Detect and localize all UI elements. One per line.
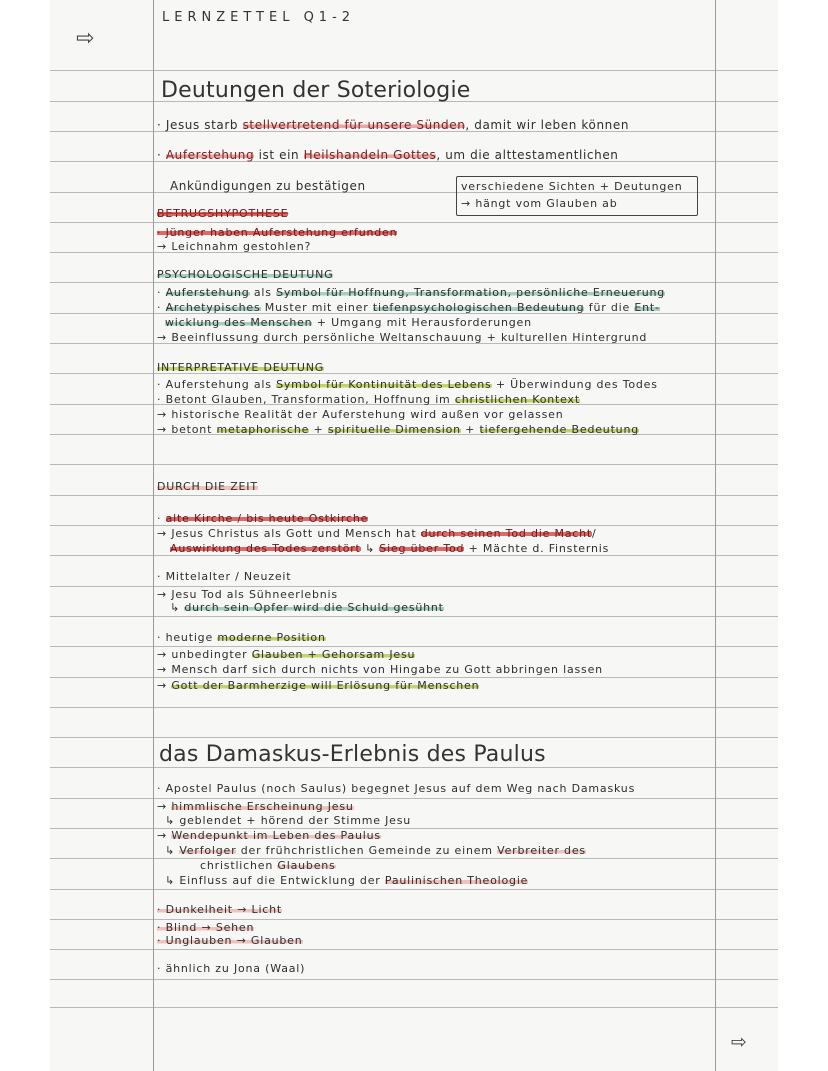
alte-kirche-line3: Auswirkung des Todes zerstört ↳ Sieg über Tod + Mächte d. Finsternis xyxy=(170,542,610,555)
contrast-2: · Blind → Sehen xyxy=(157,921,255,934)
bullet-heilshandeln: · Auferstehung ist ein Heilshandeln Gottes, um die alttestamentlichen xyxy=(157,148,619,162)
ruled-line xyxy=(50,798,778,799)
ruled-line xyxy=(50,677,778,678)
heutige-line2: → unbedingter Glauben + Gehorsam Jesu xyxy=(157,648,416,661)
mittelalter-line2: → Jesu Tod als Sühneerlebnis xyxy=(157,588,338,601)
alte-kirche-line1: · alte Kirche / bis heute Ostkirche xyxy=(157,512,369,525)
note-box-line1: verschiedene Sichten + Deutungen xyxy=(461,180,683,193)
ruled-line xyxy=(50,1007,778,1008)
ruled-line xyxy=(50,949,778,950)
damaskus-line7: ↳ Einfluss auf die Entwicklung der Paulinischen Theologie xyxy=(165,874,529,887)
psych-line1: · Auferstehung als Symbol für Hoffnung, Transformation, persönliche Erneuerung xyxy=(157,286,666,299)
interp-heading: INTERPRETATIVE DEUTUNG xyxy=(157,361,325,374)
interp-line3: → historische Realität der Auferstehung wird außen vor gelassen xyxy=(157,408,564,421)
ruled-line xyxy=(50,464,778,465)
alte-kirche-line2: → Jesus Christus als Gott und Mensch hat durch seinen Tod die Macht/ xyxy=(157,527,597,540)
section-title-damaskus: das Damaskus-Erlebnis des Paulus xyxy=(159,742,546,767)
damaskus-line5: ↳ Verfolger der frühchristlichen Gemeinde zu einem Verbreiter des xyxy=(165,844,586,857)
next-page-arrow-icon[interactable]: ⇨ xyxy=(731,1031,747,1053)
ruled-line xyxy=(50,919,778,920)
betrug-line1: · Jünger haben Auferstehung erfunden xyxy=(157,226,398,239)
section-title-soteriologie: Deutungen der Soteriologie xyxy=(161,78,471,103)
psych-heading: PSYCHOLOGISCHE DEUTUNG xyxy=(157,268,334,281)
heutige-line3: → Mensch darf sich durch nichts von Hingabe zu Gott abbringen lassen xyxy=(157,663,603,676)
interp-line1: · Auferstehung als Symbol für Kontinuität des Lebens + Überwindung des Todes xyxy=(157,378,658,391)
ruled-line xyxy=(50,737,778,738)
ruled-line xyxy=(50,889,778,890)
damaskus-line6: christlichen Glaubens xyxy=(200,859,336,872)
right-margin-line xyxy=(715,0,716,1071)
note-box-line2: → hängt vom Glauben ab xyxy=(461,197,618,210)
jona-line: · ähnlich zu Jona (Waal) xyxy=(157,962,306,975)
psych-line3: wicklung des Menschen + Umgang mit Herausforderungen xyxy=(165,316,532,329)
ruled-line xyxy=(50,282,778,283)
heutige-line4: → Gott der Barmherzige will Erlösung für Menschen xyxy=(157,679,480,692)
ruled-line xyxy=(50,222,778,223)
psych-line2: · Archetypisches Muster mit einer tiefenpsychologischen Bedeutung für die Ent- xyxy=(157,301,660,314)
durch-die-zeit-heading: DURCH DIE ZEIT xyxy=(157,480,258,493)
ruled-line xyxy=(50,586,778,587)
bullet-stellvertretend: · Jesus starb stellvertretend für unsere Sünden, damit wir leben können xyxy=(157,118,630,132)
ruled-line xyxy=(50,707,778,708)
contrast-3: · Unglauben → Glauben xyxy=(157,934,303,947)
heutige-line1: · heutige moderne Position xyxy=(157,631,326,644)
contrast-1: · Dunkelheit → Licht xyxy=(157,903,283,916)
previous-page-arrow-icon[interactable]: ⇨ xyxy=(76,26,95,51)
ruled-line xyxy=(50,858,778,859)
ruled-line xyxy=(50,979,778,980)
ruled-line xyxy=(50,495,778,496)
damaskus-line1: · Apostel Paulus (noch Saulus) begegnet Jesus auf dem Weg nach Damaskus xyxy=(157,782,636,795)
damaskus-line2: → himmlische Erscheinung Jesu xyxy=(157,800,354,813)
mittelalter-line3: ↳ durch sein Opfer wird die Schuld gesühnt xyxy=(170,601,444,614)
bullet-heilshandeln-continued: Ankündigungen zu bestätigen xyxy=(170,179,366,193)
betrug-line2: → Leichnahm gestohlen? xyxy=(157,240,312,253)
ruled-line xyxy=(50,616,778,617)
interp-line2: · Betont Glauben, Transformation, Hoffnung im christlichen Kontext xyxy=(157,393,580,406)
damaskus-line3: ↳ geblendet + hörend der Stimme Jesu xyxy=(165,814,412,827)
interp-line4: → betont metaphorische + spirituelle Dimension + tiefergehende Bedeutung xyxy=(157,423,640,436)
damaskus-line4: → Wendepunkt im Leben des Paulus xyxy=(157,829,381,842)
left-margin-line xyxy=(153,0,154,1071)
betrug-heading: BETRUGSHYPOTHESE xyxy=(157,207,289,220)
ruled-line xyxy=(50,646,778,647)
ruled-line xyxy=(50,70,778,71)
psych-line4: → Beeinflussung durch persönliche Weltanschauung + kulturellen Hintergrund xyxy=(157,331,648,344)
mittelalter-line1: · Mittelalter / Neuzeit xyxy=(157,570,292,583)
page-header: LERNZETTEL Q1-2 xyxy=(162,10,356,25)
